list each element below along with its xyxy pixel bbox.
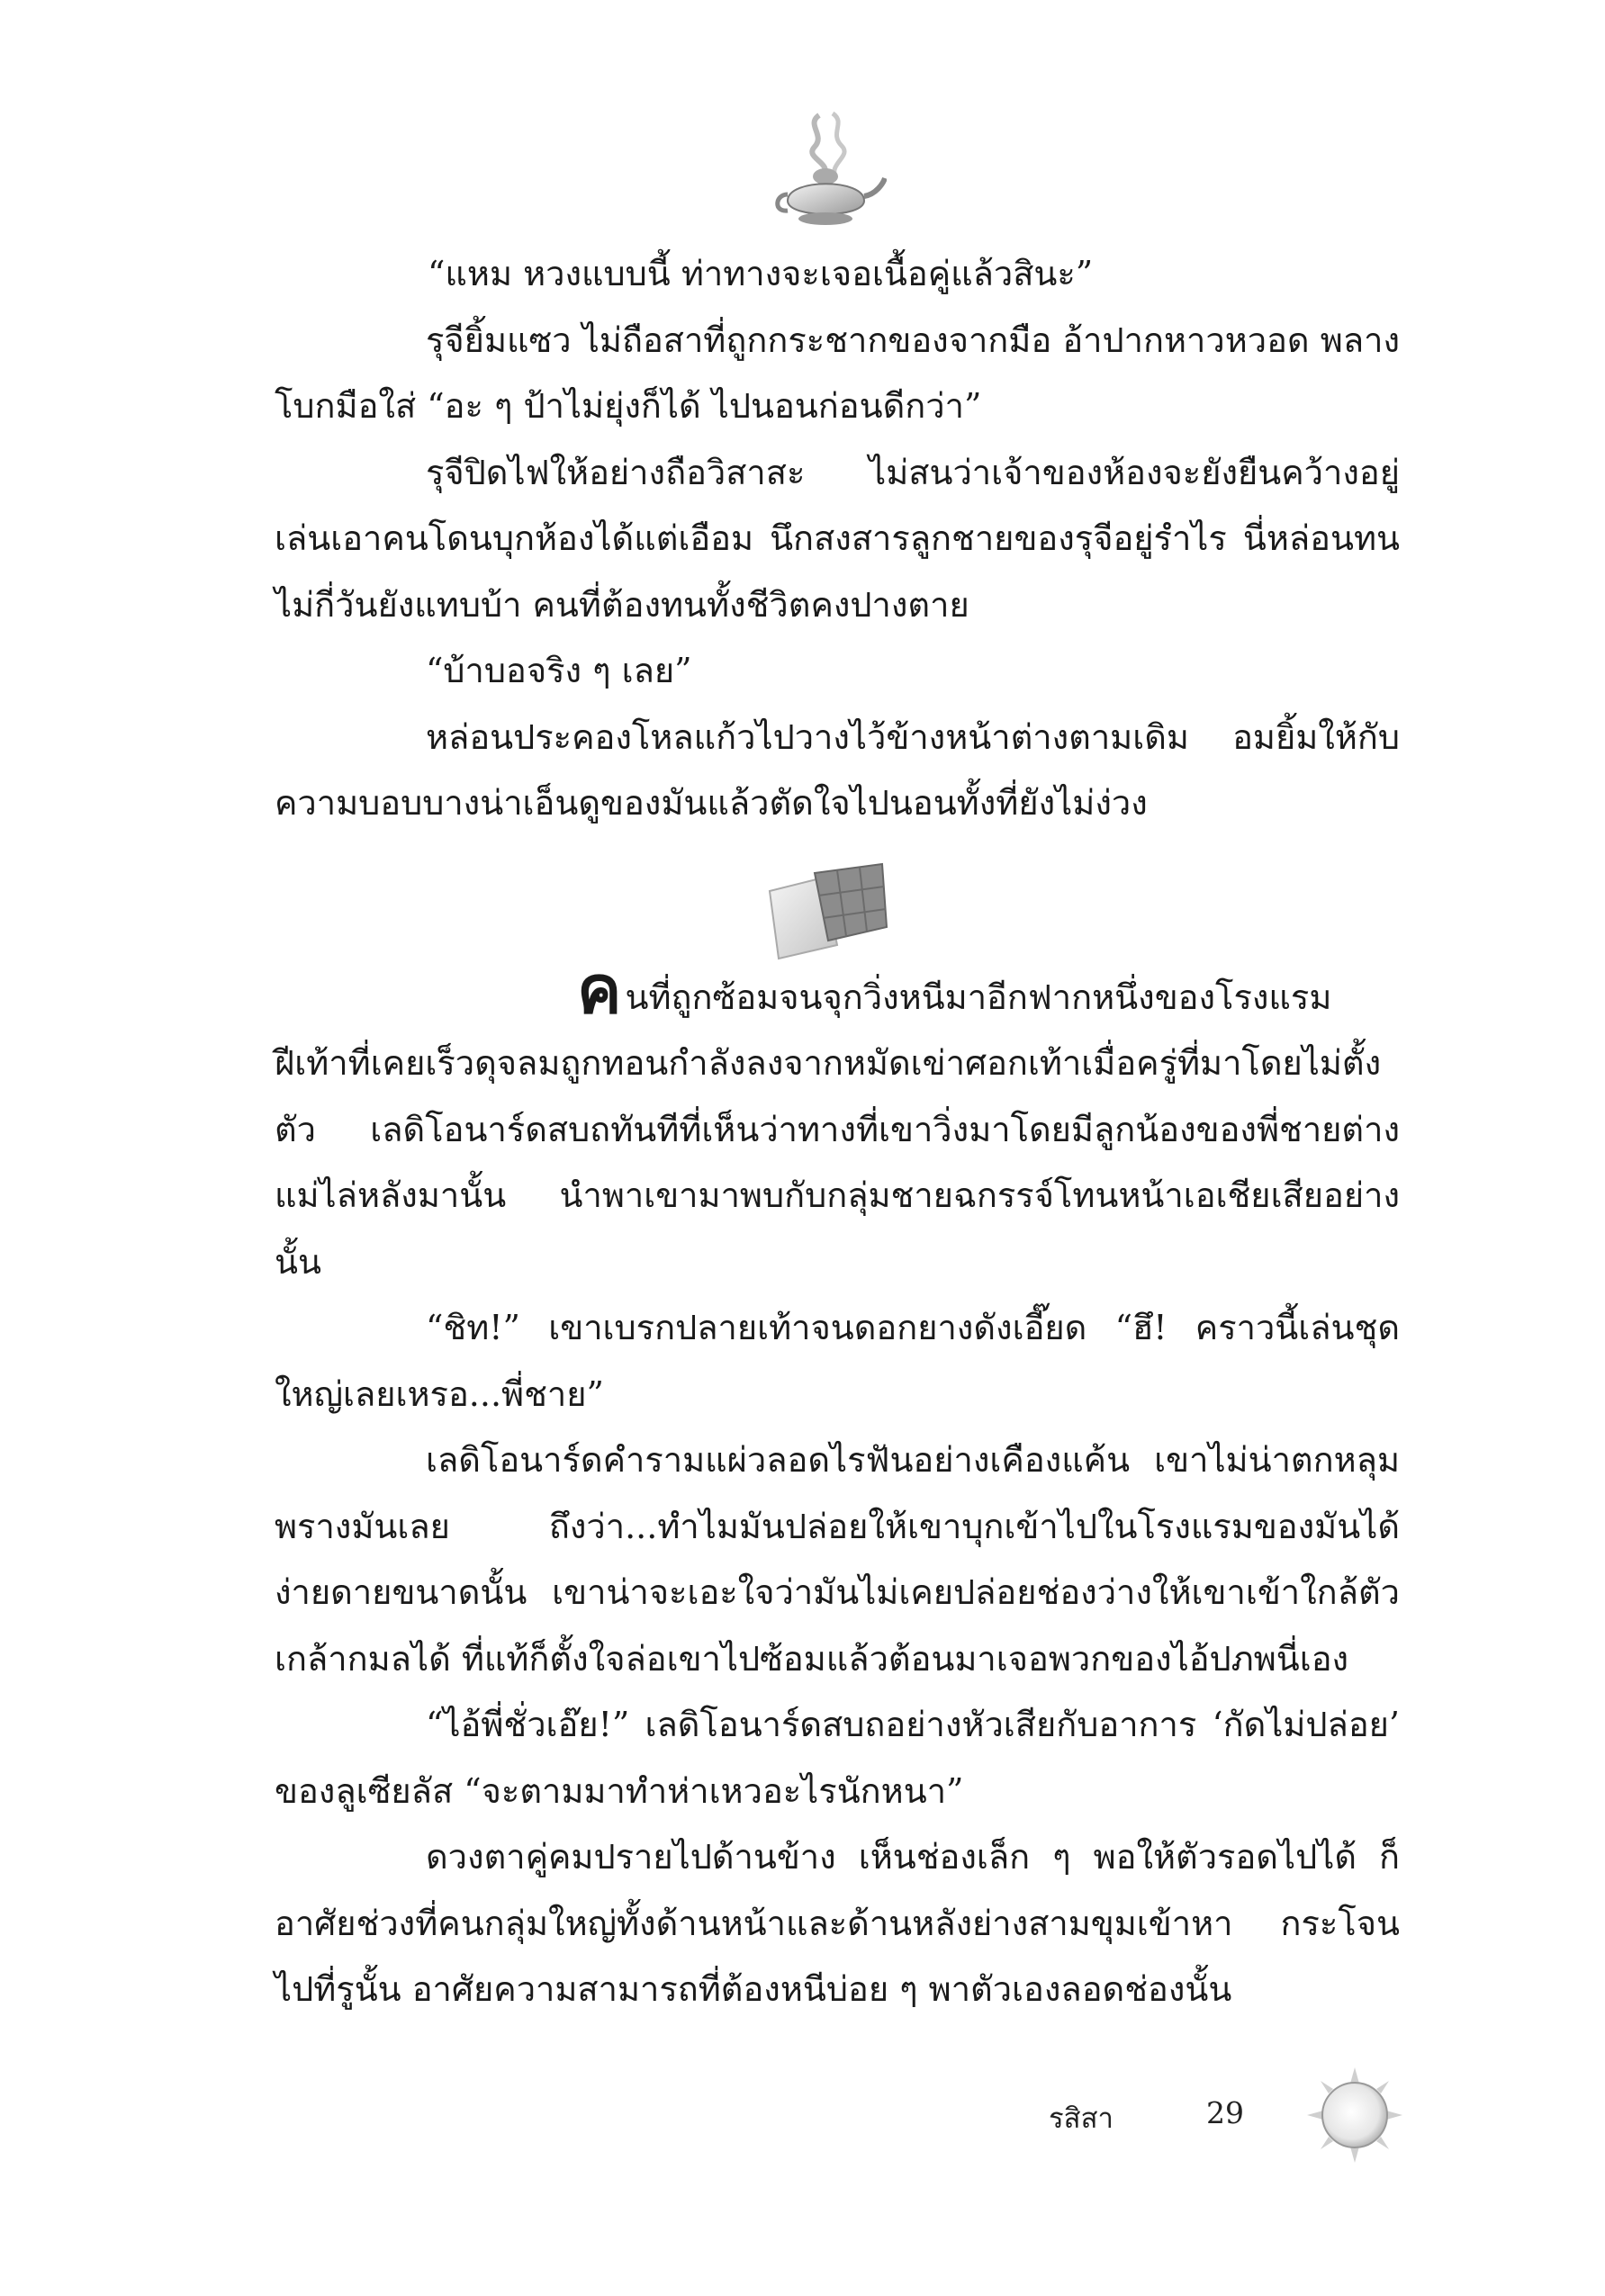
chocolate-bar-icon [761,860,896,968]
paragraph: “ไอ้พี่ชั่วเอ๊ย!” เลดิโอนาร์ดสบถอย่างหัวเสียกับอาการ ‘กัดไม่ปล่อย’ ของลูเซียลัส “จะตามมาทำห่าเหวอะไรนักหนา” [275,1705,1400,1811]
body-text [275,241,1400,2023]
paragraph: หล่อนประคองโหลแก้วไปวางไว้ข้างหน้าต่างตามเดิม อมยิ้มให้กับความบอบบางน่าเอ็นดูของมันแล้วตัดใจไปนอนทั้งที่ยังไม่ง่วง [275,716,1400,823]
dropcap-letter: ค [577,950,622,1029]
book-title: รสิสา [1049,2102,1114,2135]
paragraph: ดวงตาคู่คมปรายไปด้านข้าง เห็นช่องเล็ก ๆ พอให้ตัวรอดไปได้ ก็อาศัยช่วงที่คนกลุ่มใหญ่ทั้งด้านหน้าและด้านหลังย่างสามขุมเข้าหา กระโจนไปที่รูนั้น อาศัยความสามารถที่ต้องหนีบ่อย ๆ พาตัวเองลอดช่องนั้น [275,1837,1400,2009]
teapot-with-spirit-icon [770,106,887,241]
dropcap-rest: นที่ถูกซ้อมจนจุกวิ่งหนีมาอีกฟากหนึ่งของโรงแรม ฝีเท้าที่เคยเร็วดุจลมถูกทอนกำลังลงจากหมัดเข่าศอกเท้าเมื่อครู่ที่มาโดยไม่ตั้งตัว เลดิโอนาร์ดสบถทันทีที่เห็นว่าทางที่เขาวิ่งมาโดยมีลูกน้องของพี่ชายต่างแม่ไล่หลังมานั้น นำพาเขามาพบกับกลุ่มชายฉกรรจ์โทนหน้าเอเชียเสียอย่างนั้น [275,977,1400,1282]
paragraph: “บ้าบอจริง ๆ เลย” [426,651,692,690]
paragraph: รุจีปิดไฟให้อย่างถือวิสาสะ ไม่สนว่าเจ้าของห้องจะยังยืนคว้างอยู่ เล่นเอาคนโดนบุกห้องได้แต่เอือม นึกสงสารลูกชายของรุจีอยู่รำไร นี่หล่อนทนไม่กี่วันยังแทบบ้า คนที่ต้องทนทั้งชีวิตคงปางตาย [275,452,1400,625]
paragraph: รุจียิ้มแซว ไม่ถือสาที่ถูกกระชากของจากมือ อ้าปากหาวหวอด พลางโบกมือใส่ “อะ ๆ ป้าไม่ยุ่งก็ได้ ไปนอนก่อนดีกว่า” [275,320,1400,426]
paragraph-with-dropcap [275,950,1400,1296]
page-number: 29 [1206,2095,1244,2130]
paragraph: “ชิท!” เขาเบรกปลายเท้าจนดอกยางดังเอี๊ยด “ฮึ! คราวนี้เล่นชุดใหญ่เลยเหรอ...พี่ชาย” [275,1308,1400,1414]
paragraph: เลดิโอนาร์ดคำรามแผ่วลอดไรฟันอย่างเคืองแค้น เขาไม่น่าตกหลุมพรางมันเลย ถึงว่า...ทำไมมันปล่อยให้เขาบุกเข้าไปในโรงแรมของมันได้ง่ายดายขนาดนั้น เขาน่าจะเอะใจว่ามันไม่เคยปล่อยช่องว่างให้เขาเข้าใกล้ตัวเกล้ากมลได้ ที่แท้ก็ตั้งใจล่อเขาไปซ้อมแล้วต้อนมาเจอพวกของไอ้ปภพนี่เอง [275,1440,1400,1679]
paragraph: “แหม หวงแบบนี้ ท่าทางจะเจอเนื้อคู่แล้วสินะ” [428,254,1094,293]
sun-icon [1305,2066,1404,2165]
